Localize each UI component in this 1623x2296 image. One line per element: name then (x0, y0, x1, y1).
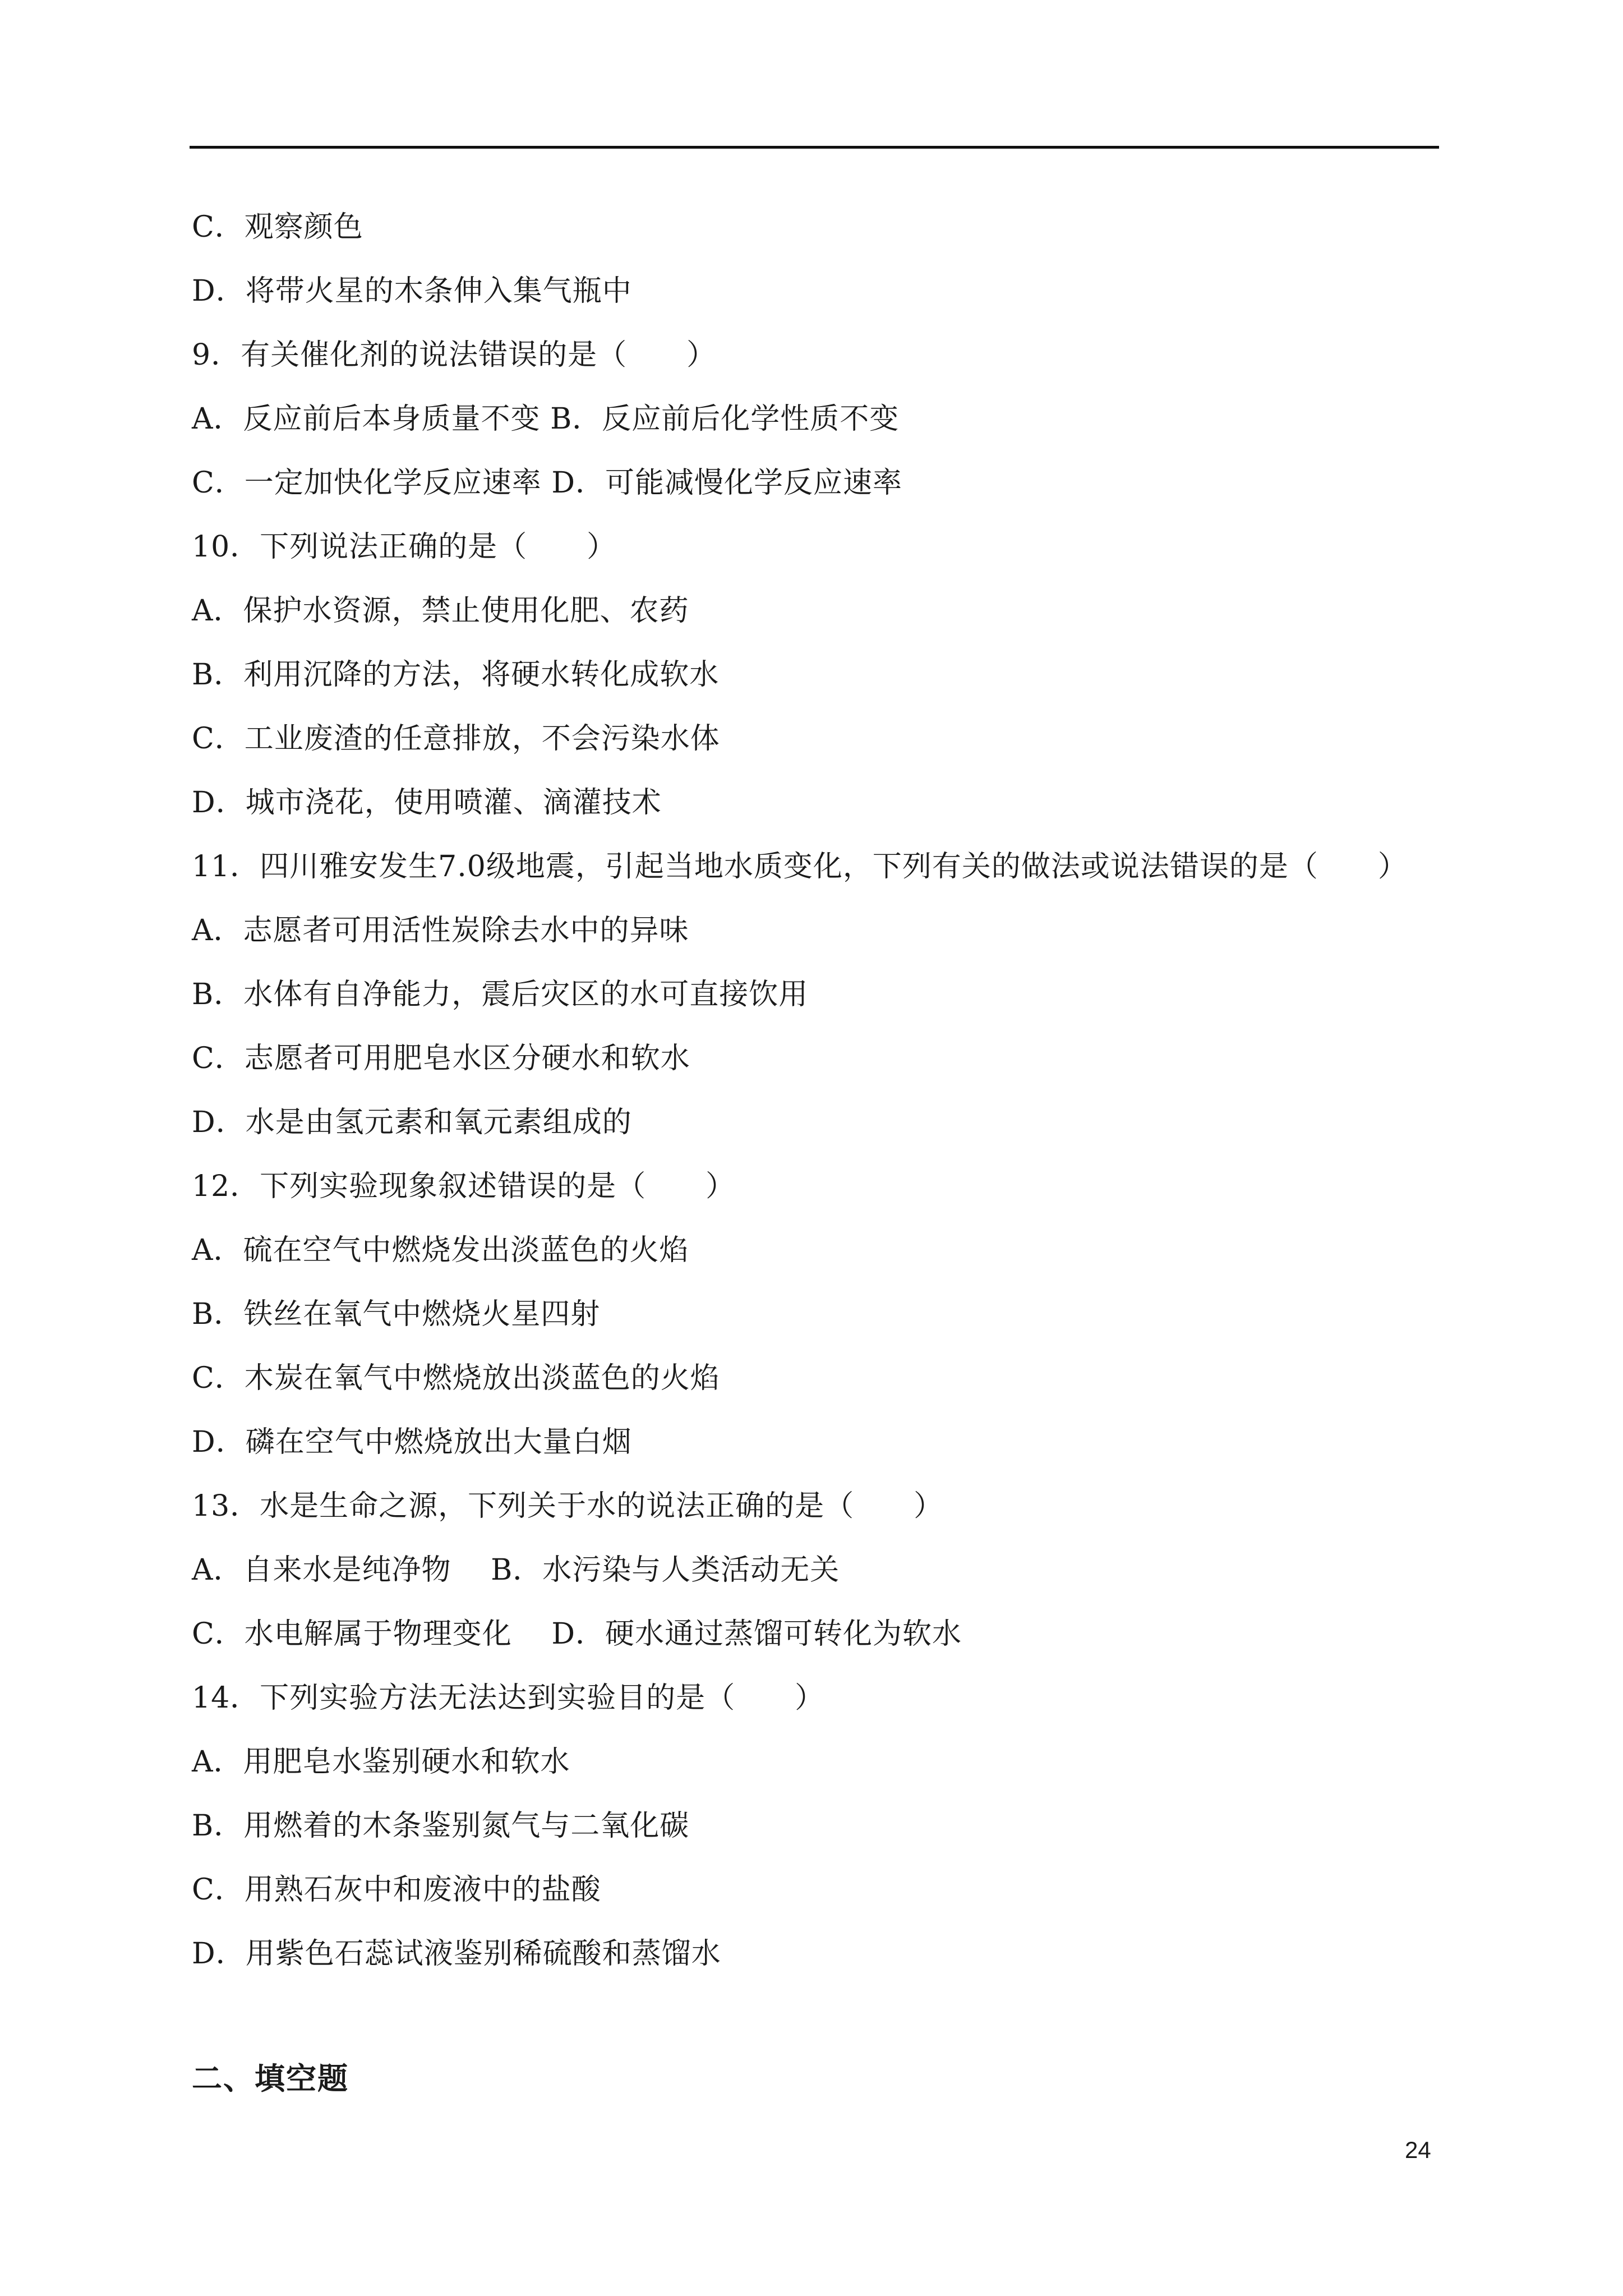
question-line: 12．下列实验现象叙述错误的是（ ） (192, 1170, 736, 1203)
option-line: A．硫在空气中燃烧发出淡蓝色的火焰 (192, 1234, 689, 1267)
option-line: B．利用沉降的方法，将硬水转化成软水 (192, 658, 720, 692)
option-line: A．保护水资源，禁止使用化肥、农药 (192, 594, 689, 628)
option-line: C．水电解属于物理变化 D．硬水通过蒸馏可转化为软水 (192, 1617, 962, 1651)
option-line: B．铁丝在氧气中燃烧火星四射 (192, 1297, 601, 1331)
option-line: A．自来水是纯净物 B．水污染与人类活动无关 (192, 1553, 840, 1587)
option-line: D．城市浇花，使用喷灌、滴灌技术 (192, 786, 662, 820)
option-line: C．用熟石灰中和废液中的盐酸 (192, 1873, 601, 1907)
option-line: C．一定加快化学反应速率 D．可能减慢化学反应速率 (192, 466, 903, 500)
option-line: A．志愿者可用活性炭除去水中的异味 (192, 914, 689, 947)
question-list (192, 195, 1437, 1986)
option-line: C．观察颜色 (192, 210, 363, 244)
section-heading: 二、填空题 (192, 2061, 349, 2096)
option-line: D．用紫色石蕊试液鉴别稀硫酸和蒸馏水 (192, 1937, 721, 1971)
option-line: A．用肥皂水鉴别硬水和软水 (192, 1745, 570, 1779)
option-line: A．反应前后本身质量不变 B．反应前后化学性质不变 (192, 402, 900, 436)
question-line: 11．四川雅安发生7.0级地震，引起当地水质变化，下列有关的做法或说法错误的是（ ） (192, 850, 1408, 884)
option-line: D．将带火星的木条伸入集气瓶中 (192, 274, 632, 308)
option-line: D．水是由氢元素和氧元素组成的 (192, 1106, 632, 1139)
question-line: 13．水是生命之源，下列关于水的说法正确的是（ ） (192, 1489, 944, 1523)
option-line: D．磷在空气中燃烧放出大量白烟 (192, 1425, 632, 1459)
question-line: 10．下列说法正确的是（ ） (192, 530, 617, 564)
header-rule (190, 146, 1439, 149)
option-line: C．工业废渣的任意排放，不会污染水体 (192, 722, 720, 756)
option-line: C．志愿者可用肥皂水区分硬水和软水 (192, 1042, 690, 1075)
option-line: B．用燃着的木条鉴别氮气与二氧化碳 (192, 1809, 690, 1843)
option-line: C．木炭在氧气中燃烧放出淡蓝色的火焰 (192, 1361, 720, 1395)
page-number: 24 (1405, 2137, 1431, 2163)
question-line: 9．有关催化剂的说法错误的是（ ） (192, 338, 717, 372)
question-line: 14．下列实验方法无法达到实验目的是（ ） (192, 1681, 825, 1715)
option-line: B．水体有自净能力，震后灾区的水可直接饮用 (192, 978, 809, 1011)
